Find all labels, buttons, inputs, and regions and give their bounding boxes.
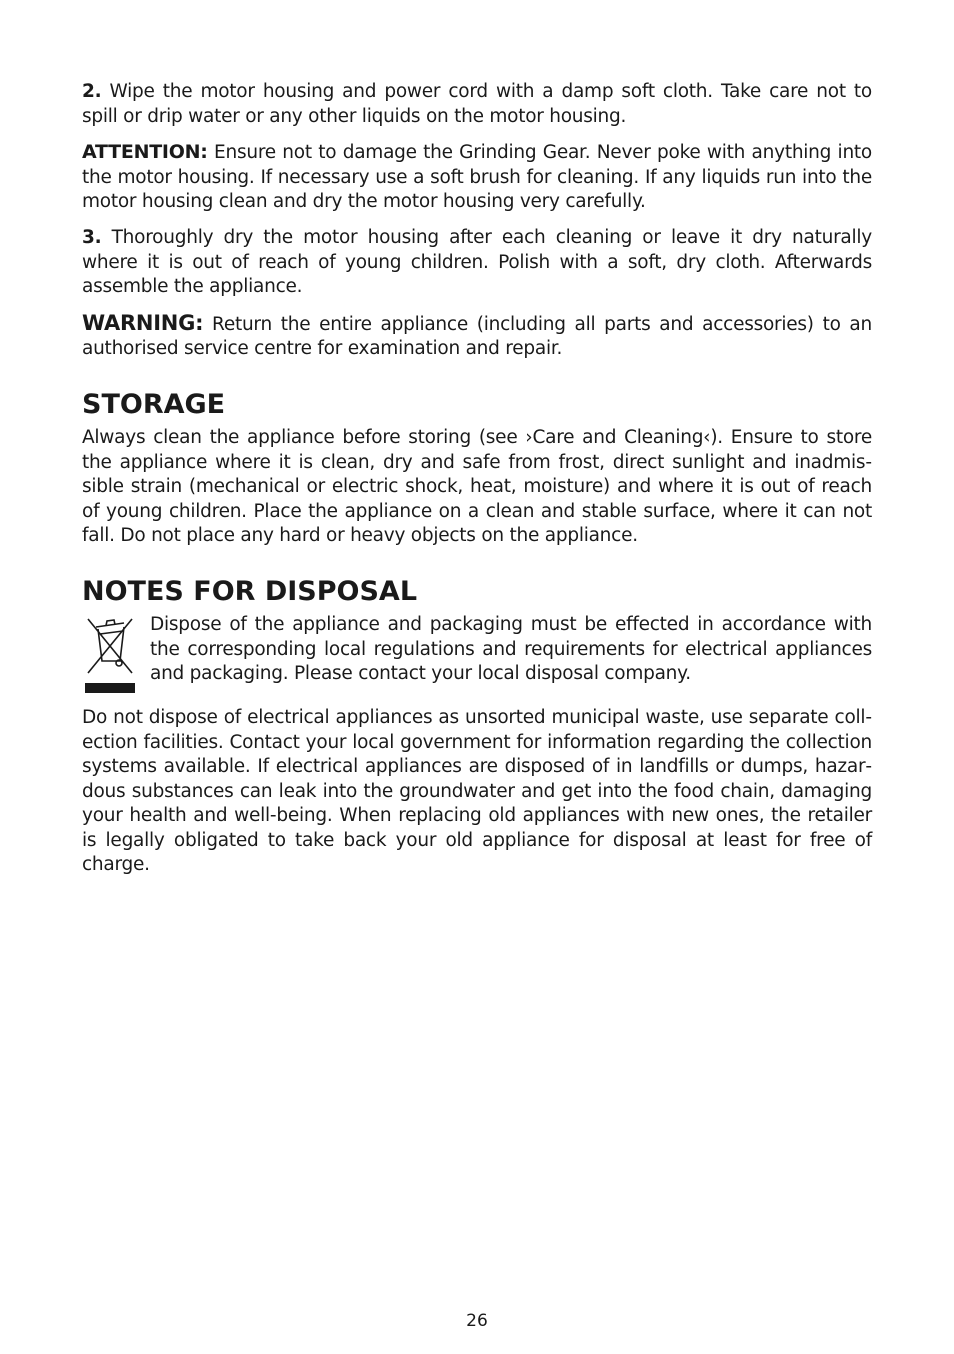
warning-paragraph bbox=[82, 311, 872, 362]
manual-page bbox=[82, 80, 872, 889]
disposal-intro-paragraph: Dispose of the appliance and packaging must be effected in accordance with the corresponding local regulations and requirements for electrical appliances and packaging. Please contact your local disposal company. bbox=[150, 613, 872, 685]
page-number: 26 bbox=[466, 1311, 488, 1331]
step-3-number: 3. bbox=[82, 226, 102, 248]
disposal-intro-block bbox=[82, 613, 872, 695]
step-2-paragraph bbox=[82, 80, 872, 129]
step-2-text: Wipe the motor housing and power cord with a damp soft cloth. Take care not to spill or drip water or any other liquids on the motor housing. bbox=[82, 81, 872, 127]
warning-label: WARNING: bbox=[82, 310, 204, 335]
step-3-paragraph bbox=[82, 226, 872, 300]
disposal-paragraph: Do not dispose of electrical appliances as unsorted municipal waste, use separate collection facilities. Contact your local government for information regarding the collection systems available. If electrical appliances are disposed of in landfills or dumps, hazardous substances can leak into the groundwater and get into the food chain, damaging your health and well-being. When replacing old appliances with new ones, the retailer is legally obligated to take back your old appliance for disposal at least for free of charge. bbox=[82, 706, 872, 876]
step-3-text: Thoroughly dry the motor housing after each cleaning or leave it dry naturally where it is out of reach of young children. Polish with a soft, dry cloth. Afterwards assemble the appliance. bbox=[82, 226, 872, 298]
warning-text: Return the entire appliance (including all parts and accessories) to an authorised service centre for examination and repair. bbox=[82, 313, 872, 360]
storage-heading: STORAGE bbox=[82, 388, 226, 420]
attention-label: ATTENTION: bbox=[82, 141, 208, 164]
crossed-out-wheelie-bin-icon bbox=[82, 613, 138, 695]
attention-paragraph bbox=[82, 140, 872, 215]
disposal-heading: NOTES FOR DISPOSAL bbox=[82, 575, 418, 607]
storage-paragraph: Always clean the appliance before storing (see ›Care and Cleaning‹). Ensure to store the appliance where it is clean, dry and safe from frost, direct sunlight and inadmissible strain (mechanical or electric shock, heat, moisture) and where it is out of reach of young children. Place the appliance on a clean and stable surface, where it can not fall. Do not place any hard or heavy objects on the appliance. bbox=[82, 426, 872, 547]
step-2-number: 2. bbox=[82, 81, 102, 102]
attention-text: Ensure not to damage the Grinding Gear. Never poke with anything into the motor housing. If necessary use a soft brush for cleaning. If any liquids run into the motor housing clean and dry the motor housing very carefully. bbox=[82, 142, 872, 213]
